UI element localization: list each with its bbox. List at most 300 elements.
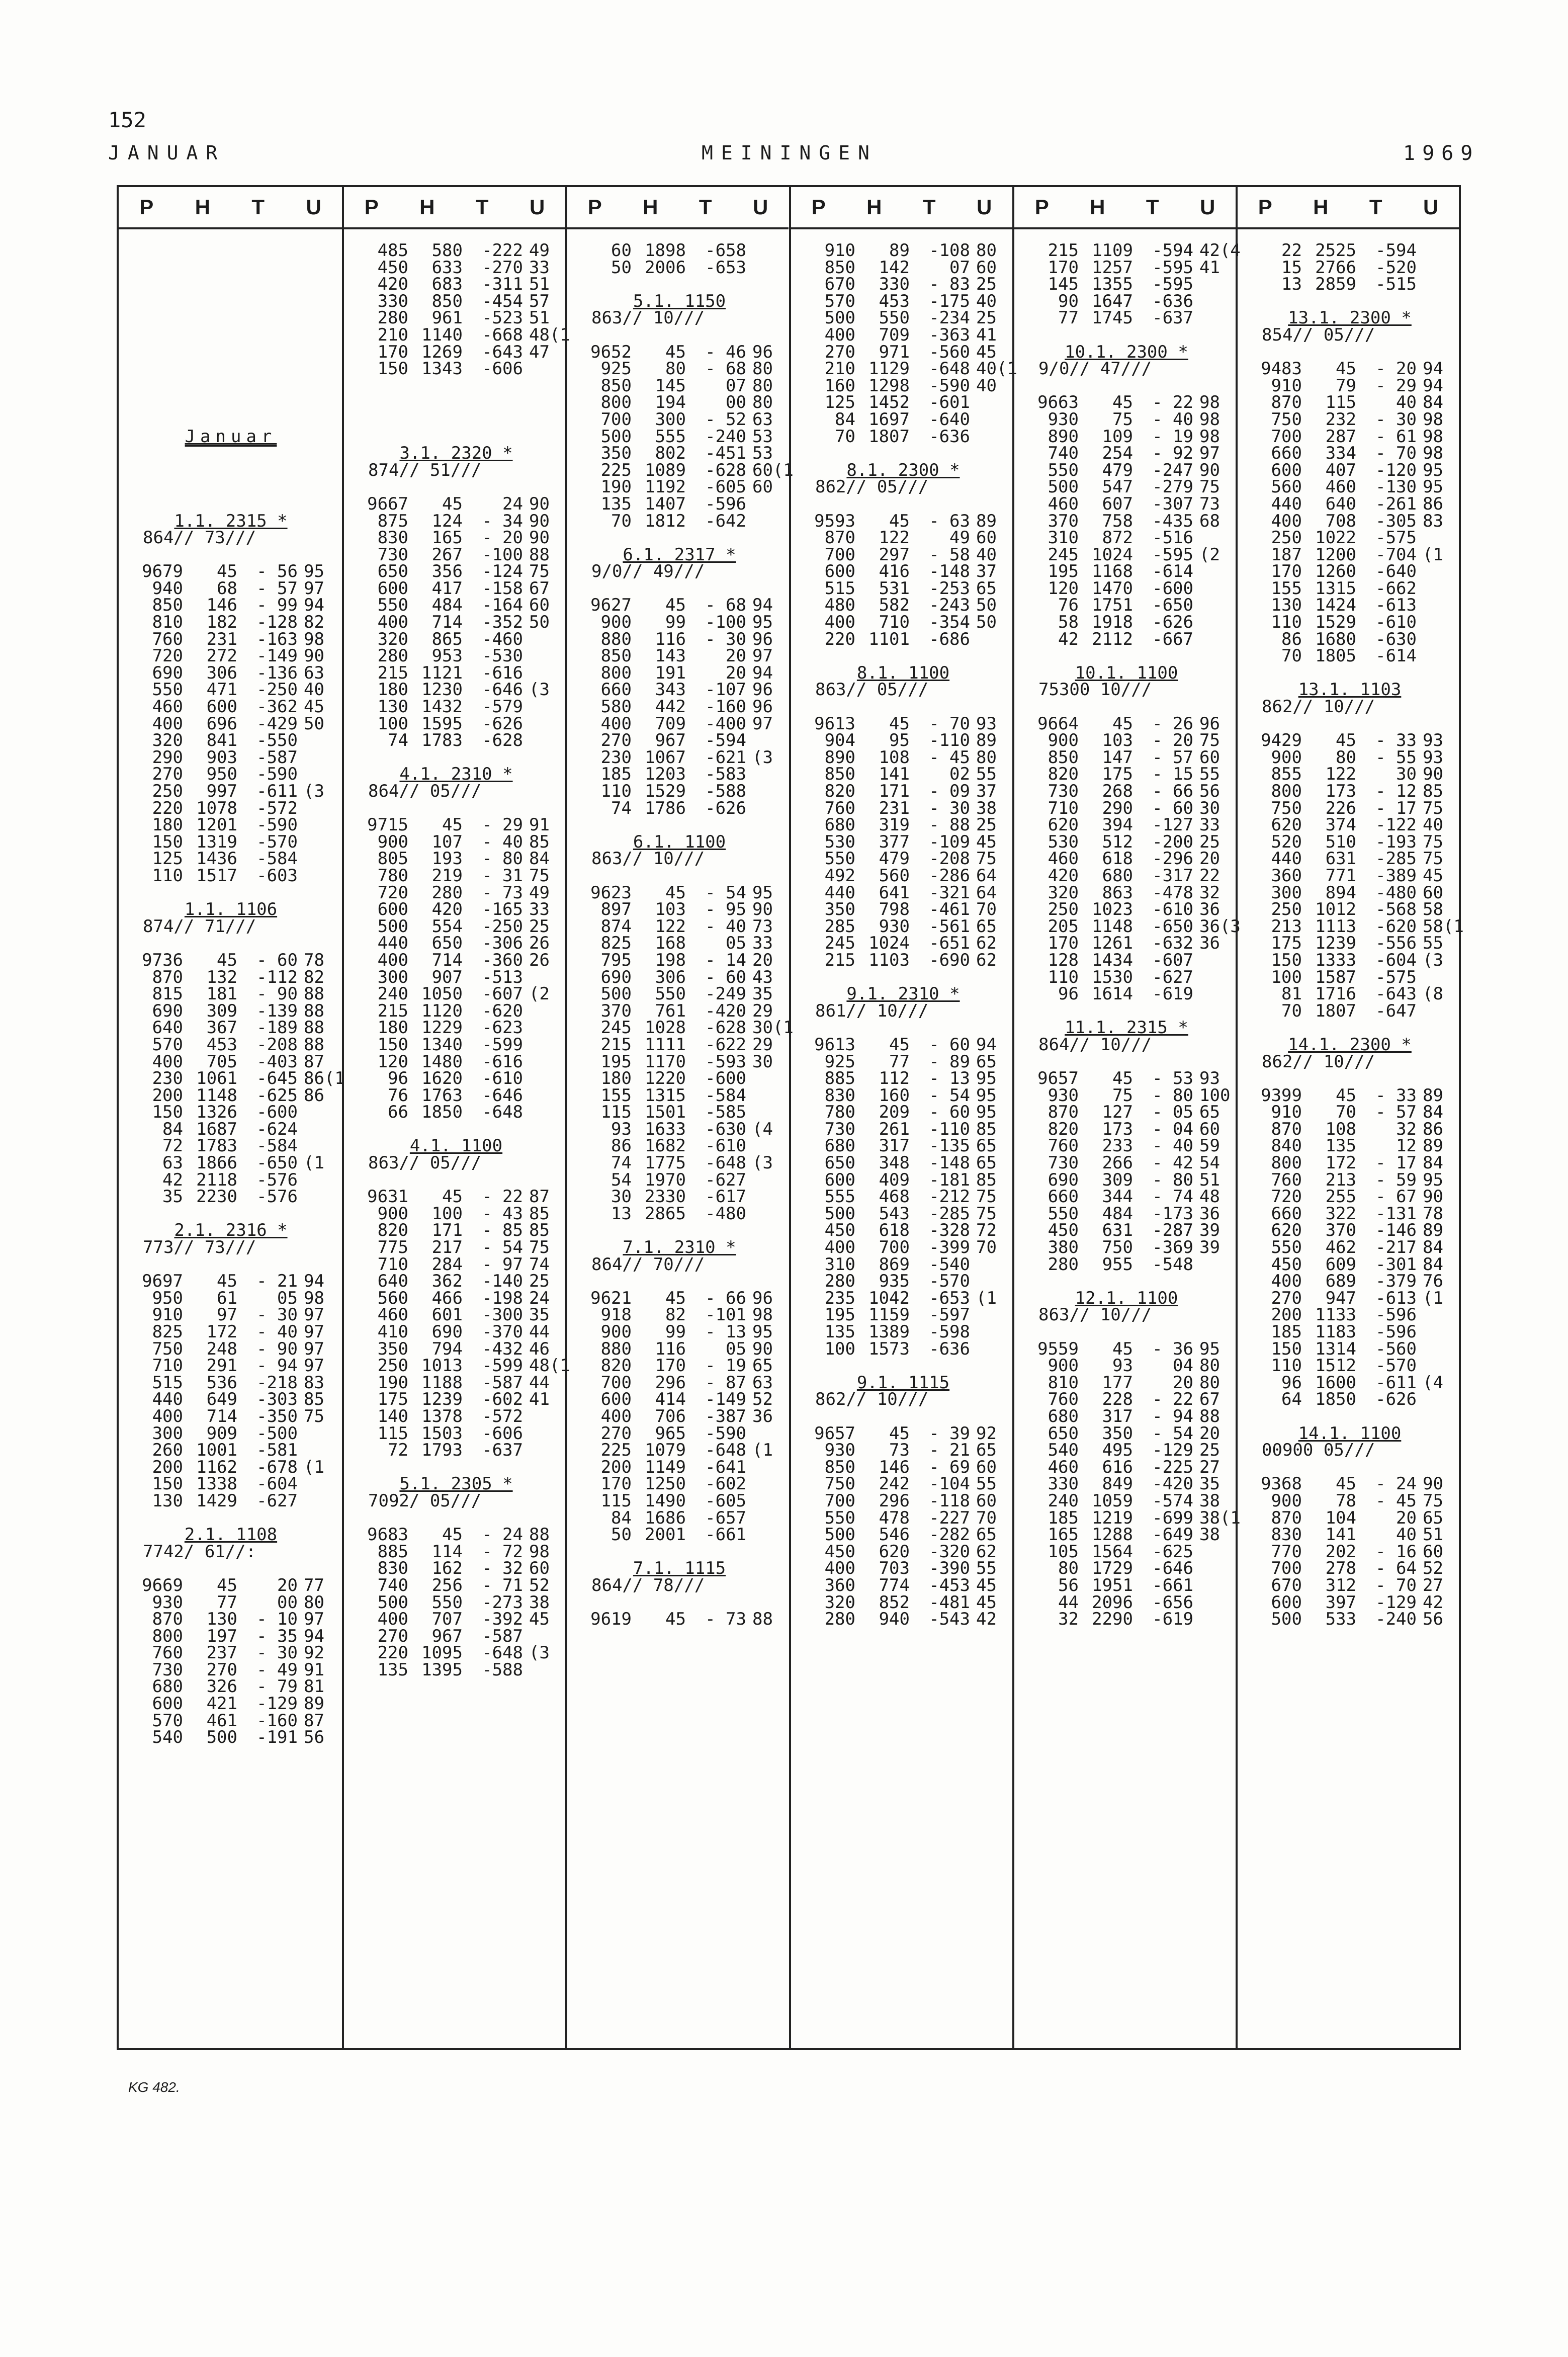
column-header-label: T <box>475 195 489 219</box>
cell-u: 91 <box>529 815 550 835</box>
cell-u: 80 <box>752 375 773 396</box>
cell-t: -656 <box>1152 1592 1193 1613</box>
cell-t: -595 <box>1152 257 1193 278</box>
data-row-values <box>133 1389 324 1410</box>
cell-t: -261 <box>1375 493 1417 514</box>
cell-h: 1807 <box>1315 1000 1356 1021</box>
data-row <box>133 563 336 580</box>
cell-u: 73 <box>752 916 773 937</box>
cell-t: - 60 <box>929 1034 970 1055</box>
cell-t: -645 <box>256 1068 298 1089</box>
cell-t: -648 <box>482 1102 523 1123</box>
data-row-values <box>1028 409 1220 430</box>
data-row <box>358 1324 559 1341</box>
data-row-values <box>133 1189 306 1206</box>
cell-t: - 61 <box>1375 426 1417 447</box>
cell-t: -217 <box>1375 1237 1417 1258</box>
cell-u: 98 <box>1423 426 1443 447</box>
cell-h: 1918 <box>1092 612 1133 633</box>
cell-h: 93 <box>1112 1356 1133 1376</box>
cell-t: -300 <box>482 1305 523 1325</box>
cell-p: 270 <box>152 764 183 785</box>
cell-t: -328 <box>929 1220 970 1241</box>
cell-u: 80 <box>304 1592 324 1613</box>
cell-p: 42 <box>1058 629 1079 649</box>
data-row-values <box>133 662 324 683</box>
data-row <box>581 986 782 1003</box>
cell-t: -601 <box>929 392 970 413</box>
cell-p: 680 <box>1048 1406 1079 1426</box>
data-row <box>1252 493 1453 514</box>
data-row <box>805 1239 1006 1256</box>
data-row-values <box>133 1153 324 1173</box>
cell-p: 900 <box>1271 1490 1302 1511</box>
data-row <box>805 1338 1006 1359</box>
cell-t: -603 <box>256 865 298 886</box>
cell-t: -637 <box>1152 308 1193 328</box>
sounding-code: 7092/ 05/// <box>368 1490 482 1511</box>
cell-u: 35 <box>529 1305 550 1325</box>
data-row-values <box>133 1476 306 1493</box>
cell-h: 146 <box>879 1457 910 1477</box>
cell-p: 870 <box>1271 392 1302 413</box>
cell-p: 800 <box>600 662 632 683</box>
data-row-values <box>581 950 773 970</box>
cell-t: -198 <box>482 1288 523 1308</box>
cell-p: 500 <box>824 1203 855 1224</box>
cell-t: -596 <box>1375 1305 1417 1325</box>
cell-p: 50 <box>611 1525 632 1545</box>
data-row-values <box>1028 713 1220 734</box>
cell-p: 350 <box>600 443 632 464</box>
data-row-values <box>1028 916 1241 937</box>
data-row <box>805 901 1006 918</box>
data-row <box>581 1372 782 1393</box>
cell-u: 36 <box>1199 899 1220 920</box>
cell-t: 40 <box>1396 1525 1417 1545</box>
cell-t: -480 <box>705 1203 746 1224</box>
cell-p: 830 <box>824 1085 855 1106</box>
data-row <box>1028 1507 1241 1528</box>
data-row-values <box>1028 257 1220 278</box>
blank-line <box>133 344 336 361</box>
data-row-values <box>133 732 306 749</box>
cell-t: 30 <box>1396 764 1417 785</box>
sounding-heading <box>805 1372 1001 1393</box>
cell-t: - 71 <box>482 1575 523 1595</box>
data-row-values <box>1252 1358 1425 1375</box>
column-body <box>805 240 1017 1630</box>
cell-t: -646 <box>482 1085 523 1106</box>
cell-u: 84 <box>1423 1237 1443 1258</box>
cell-t: -588 <box>705 781 746 801</box>
cell-u: 85 <box>304 1389 324 1410</box>
data-row <box>805 783 1006 800</box>
data-row-values <box>358 815 550 835</box>
cell-h: 1013 <box>421 1356 463 1376</box>
cell-u: 97 <box>304 1338 324 1359</box>
data-row-values <box>1252 392 1443 413</box>
data-row-values <box>1028 426 1220 447</box>
cell-p: 760 <box>824 798 855 818</box>
cell-h: 170 <box>655 1356 686 1376</box>
data-row <box>1252 749 1453 767</box>
cell-u: 38 <box>529 1592 550 1613</box>
data-row <box>805 1138 1006 1155</box>
cell-h: 45 <box>217 950 237 970</box>
cell-u: 88 <box>304 1018 324 1038</box>
cell-u: 39 <box>1199 1220 1220 1241</box>
cell-p: 700 <box>1271 1558 1302 1579</box>
cell-p: 230 <box>600 747 632 768</box>
cell-h: 620 <box>879 1541 910 1562</box>
cell-t: - 97 <box>482 1254 523 1275</box>
cell-t: - 05 <box>1152 1102 1193 1123</box>
data-row <box>358 310 559 327</box>
cell-p: 890 <box>824 747 855 768</box>
data-row-values <box>805 1423 997 1444</box>
cell-t: - 88 <box>929 815 970 835</box>
cell-p: 90 <box>1058 291 1079 311</box>
data-row <box>133 865 336 886</box>
cell-h: 479 <box>879 849 910 869</box>
data-row <box>1028 1611 1230 1628</box>
cell-t: -129 <box>256 1694 298 1714</box>
data-row-values <box>358 1187 550 1207</box>
cell-p: 66 <box>388 1102 408 1123</box>
cell-p: 400 <box>1271 1271 1302 1292</box>
data-row <box>358 276 559 293</box>
cell-t: -285 <box>929 1203 970 1224</box>
data-row-values <box>1252 493 1443 514</box>
cell-t: 05 <box>277 1288 298 1308</box>
cell-h: 232 <box>1325 409 1356 430</box>
data-row-values <box>581 493 755 514</box>
cell-u: 89 <box>1423 1136 1443 1156</box>
cell-u: 90 <box>529 528 550 548</box>
cell-t: -279 <box>1152 477 1193 497</box>
sounding-heading-text: 1.1. 1106 <box>184 899 278 920</box>
cell-h: 1061 <box>196 1068 237 1089</box>
cell-h: 255 <box>1325 1187 1356 1207</box>
cell-p: 360 <box>1271 865 1302 886</box>
cell-h: 479 <box>1102 460 1133 480</box>
data-row <box>805 831 1006 852</box>
cell-t: - 68 <box>705 359 746 379</box>
data-row <box>133 1104 336 1121</box>
cell-h: 45 <box>1112 1338 1133 1359</box>
cell-u: 75 <box>1423 849 1443 869</box>
cell-t: -362 <box>256 697 298 717</box>
cell-t: -227 <box>929 1507 970 1528</box>
sounding-heading-text: 7.1. 2310 * <box>623 1237 736 1258</box>
data-row <box>133 1189 336 1206</box>
cell-u: 75 <box>529 865 550 886</box>
cell-h: 690 <box>431 1322 463 1342</box>
data-row-values <box>358 274 550 295</box>
data-row-values <box>133 1085 324 1106</box>
cell-h: 930 <box>879 916 910 937</box>
data-row <box>1028 1155 1230 1172</box>
data-row-values <box>1028 240 1241 261</box>
data-row-values <box>581 899 773 920</box>
data-row-values <box>1028 1356 1220 1376</box>
data-row <box>133 1290 336 1307</box>
data-row-values <box>358 1425 532 1443</box>
data-row-values <box>581 1338 773 1359</box>
cell-h: 1682 <box>645 1136 686 1156</box>
cell-t: 20 <box>277 1575 298 1595</box>
cell-u: 95 <box>1199 1338 1220 1359</box>
cell-h: 1148 <box>196 1085 237 1106</box>
cell-p: 76 <box>388 1085 408 1106</box>
cell-t: - 46 <box>705 342 746 362</box>
cell-p: 440 <box>824 882 855 903</box>
cell-u: 35 <box>752 984 773 1004</box>
data-row <box>581 597 782 614</box>
cell-p: 900 <box>1271 747 1302 768</box>
cell-p: 175 <box>1271 933 1302 954</box>
cell-h: 1162 <box>196 1457 237 1477</box>
data-row <box>1252 614 1453 631</box>
cell-p: 30 <box>611 1187 632 1207</box>
cell-h: 967 <box>655 730 686 751</box>
cell-t: -548 <box>1152 1254 1193 1275</box>
data-row-values <box>133 1592 324 1613</box>
cell-u: 75 <box>976 849 997 869</box>
cell-p: 720 <box>377 882 408 903</box>
cell-p: 220 <box>152 798 183 818</box>
cell-p: 700 <box>824 544 855 565</box>
data-row <box>358 713 559 734</box>
cell-t: -602 <box>705 1474 746 1494</box>
data-row <box>581 1051 782 1072</box>
data-row <box>581 682 782 699</box>
cell-p: 650 <box>377 561 408 582</box>
data-row-values <box>581 1459 755 1476</box>
cell-p: 250 <box>377 1356 408 1376</box>
data-row-values <box>1252 882 1443 903</box>
cell-t: -576 <box>256 1187 298 1207</box>
cell-p: 820 <box>600 1356 632 1376</box>
column-header-label: T <box>251 195 265 219</box>
data-row <box>805 597 1006 614</box>
cell-h: 217 <box>431 1237 463 1258</box>
cell-h: 500 <box>206 1727 237 1748</box>
data-row-values <box>805 1169 997 1190</box>
data-row <box>1028 1459 1230 1476</box>
cell-t: -208 <box>929 849 970 869</box>
data-row <box>133 662 336 683</box>
data-row <box>133 1324 336 1341</box>
data-row <box>1252 1338 1453 1359</box>
cell-h: 287 <box>1325 426 1356 447</box>
cell-h: 45 <box>665 882 686 903</box>
blank-line <box>358 394 559 411</box>
data-row-values <box>1252 544 1443 565</box>
cell-p: 150 <box>152 1474 183 1494</box>
cell-t: -594 <box>1152 240 1193 261</box>
cell-u: 95 <box>976 1102 997 1123</box>
data-row-values <box>1028 614 1202 631</box>
cell-u: 88 <box>304 984 324 1004</box>
cell-u: 44 <box>529 1372 550 1393</box>
cell-p: 740 <box>1048 443 1079 464</box>
sounding-heading-text: 8.1. 2300 * <box>846 460 960 480</box>
cell-p: 135 <box>377 1659 408 1680</box>
sounding-heading <box>1252 682 1448 699</box>
cell-h: 70 <box>1336 1102 1356 1123</box>
cell-u: 50 <box>976 612 997 633</box>
data-row-values <box>1252 969 1425 986</box>
cell-t: - 70 <box>929 713 970 734</box>
cell-t: - 30 <box>1375 409 1417 430</box>
cell-u: 62 <box>976 950 997 970</box>
cell-t: - 87 <box>705 1372 746 1393</box>
data-row-values <box>133 865 306 886</box>
data-row-values <box>1028 1560 1202 1577</box>
cell-u: 92 <box>304 1643 324 1663</box>
cell-p: 450 <box>377 257 408 278</box>
cell-h: 280 <box>431 882 463 903</box>
data-row <box>581 783 782 800</box>
cell-u: 47 <box>529 342 550 362</box>
data-row <box>358 1239 559 1256</box>
data-row <box>1028 614 1230 631</box>
cell-p: 700 <box>1271 426 1302 447</box>
cell-u: 24 <box>529 1288 550 1308</box>
cell-p: 940 <box>152 578 183 599</box>
cell-u: 65 <box>976 1440 997 1461</box>
data-row <box>1252 361 1453 378</box>
cell-h: 162 <box>431 1558 463 1579</box>
sounding-code: 9/0// 47/// <box>1038 359 1152 379</box>
data-row-values <box>358 1442 532 1459</box>
cell-t: -392 <box>482 1609 523 1630</box>
data-row <box>133 749 336 767</box>
cell-t: - 83 <box>929 274 970 295</box>
cell-p: 130 <box>377 697 408 717</box>
data-row <box>581 1425 782 1443</box>
cell-p: 570 <box>152 1710 183 1731</box>
data-row-values <box>805 1119 997 1139</box>
cell-t: -640 <box>929 409 970 430</box>
cell-u: 60 <box>976 1490 997 1511</box>
cell-t: -647 <box>1375 1000 1417 1021</box>
data-row <box>805 394 1006 411</box>
data-row-values <box>581 984 773 1004</box>
cell-t: -350 <box>256 1406 298 1426</box>
data-row <box>581 479 782 496</box>
cell-t: -595 <box>1152 274 1193 295</box>
cell-t: -100 <box>705 612 746 633</box>
data-row-values <box>133 1727 324 1748</box>
cell-p: 9429 <box>1261 730 1302 751</box>
data-row <box>1252 1577 1453 1594</box>
cell-t: -648 <box>705 1440 746 1461</box>
cell-p: 775 <box>377 1237 408 1258</box>
cell-h: 99 <box>665 1322 686 1342</box>
cell-h: 478 <box>879 1507 910 1528</box>
cell-t: - 59 <box>1375 1169 1417 1190</box>
data-row-values <box>1252 1136 1443 1156</box>
column-body <box>133 242 345 1748</box>
cell-h: 1529 <box>1315 612 1356 633</box>
cell-u: 60 <box>976 257 997 278</box>
cell-u: 67 <box>1199 1389 1220 1410</box>
data-row-values <box>1028 477 1220 497</box>
cell-t: - 63 <box>929 511 970 531</box>
cell-p: 400 <box>824 1558 855 1579</box>
data-row <box>133 1425 336 1443</box>
data-row-values <box>581 967 773 987</box>
cell-t: - 20 <box>482 528 523 548</box>
cell-h: 935 <box>879 1271 910 1292</box>
cell-t: -661 <box>705 1525 746 1545</box>
cell-p: 22 <box>1281 240 1302 261</box>
data-row <box>1028 411 1230 429</box>
cell-t: -453 <box>929 1575 970 1595</box>
cell-h: 1763 <box>421 1085 463 1106</box>
cell-u: 33 <box>529 899 550 920</box>
data-row-values <box>358 969 532 986</box>
sounding-heading-text: 3.1. 2320 * <box>399 443 513 464</box>
cell-u: 85 <box>1423 781 1443 801</box>
cell-h: 219 <box>431 865 463 886</box>
data-row-values <box>1252 1187 1443 1207</box>
cell-h: 705 <box>206 1051 237 1072</box>
data-row <box>1028 1138 1230 1155</box>
sounding-code: 863// 05/// <box>815 680 929 700</box>
data-row <box>805 918 1006 936</box>
blank-line <box>1252 1459 1453 1476</box>
cell-h: 750 <box>1102 1237 1133 1258</box>
cell-t: -561 <box>929 916 970 937</box>
cell-t: -643 <box>1375 984 1417 1004</box>
cell-h: 1389 <box>868 1322 910 1342</box>
data-row-values <box>1028 849 1220 869</box>
blank-line <box>805 699 1006 716</box>
data-row <box>1028 1408 1230 1425</box>
cell-p: 200 <box>152 1085 183 1106</box>
cell-h: 849 <box>1102 1474 1133 1494</box>
cell-p: 400 <box>377 950 408 970</box>
cell-u: 78 <box>304 950 324 970</box>
data-row-values <box>358 1541 550 1562</box>
data-row <box>1028 916 1241 937</box>
data-row-values <box>581 1356 773 1376</box>
data-row <box>805 426 1006 447</box>
data-row-values <box>1252 1338 1425 1359</box>
cell-h: 1436 <box>196 849 237 869</box>
column-header-label: H <box>419 195 435 219</box>
data-row-values <box>805 1609 997 1630</box>
data-row-values <box>1252 1575 1443 1595</box>
data-row-values <box>133 749 306 767</box>
cell-p: 450 <box>1048 1220 1079 1241</box>
column-body <box>581 240 794 1630</box>
data-row <box>133 1408 336 1425</box>
cell-t: -317 <box>1152 865 1193 886</box>
data-row-values <box>1028 443 1220 464</box>
cell-t: -614 <box>1375 646 1417 666</box>
data-row <box>133 1087 336 1105</box>
data-row <box>358 1087 559 1105</box>
cell-t: - 22 <box>482 1187 523 1207</box>
cell-u: 65 <box>976 1136 997 1156</box>
cell-h: 182 <box>206 612 237 633</box>
data-row <box>1028 901 1230 918</box>
